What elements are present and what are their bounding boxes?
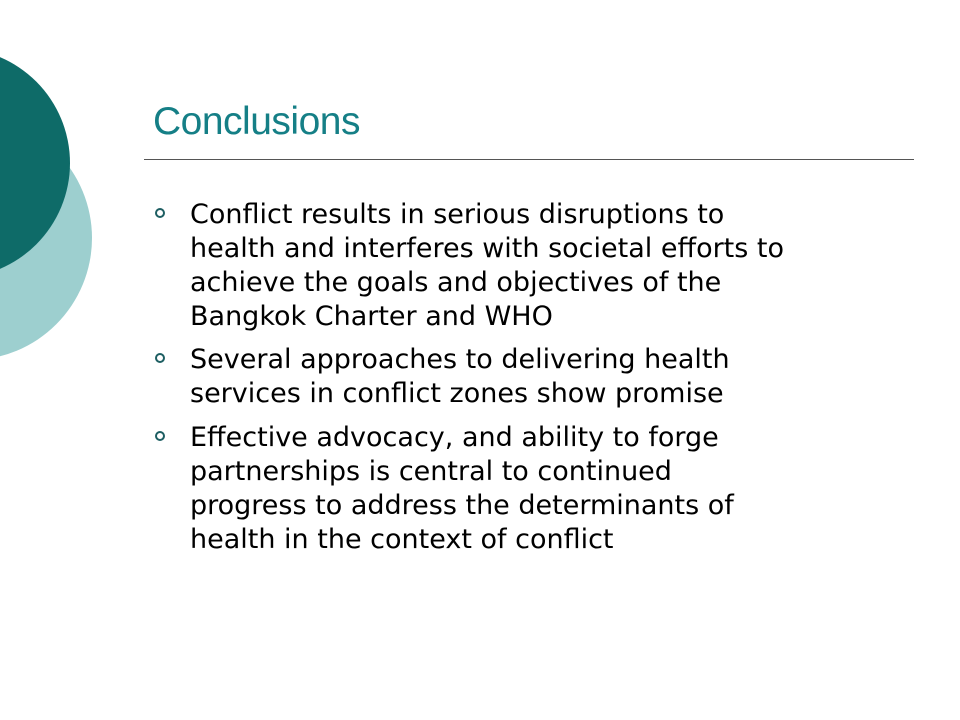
- bullet-line: Conflict results in serious disruptions to: [190, 199, 725, 230]
- bullet-line: progress to address the determinants of: [190, 490, 734, 521]
- bullet-line: achieve the goals and objectives of the: [190, 267, 722, 298]
- bullet-line: Several approaches to delivering health: [190, 344, 730, 375]
- bullet-text: [190, 198, 910, 334]
- bullet-line: partnerships is central to continued: [190, 456, 672, 487]
- hollow-circle-bullet-icon: [155, 208, 165, 218]
- bullet-line: Effective advocacy, and ability to forge: [190, 422, 719, 453]
- hollow-circle-bullet-icon: [155, 353, 165, 363]
- title-divider: [144, 159, 914, 160]
- light-teal-circle: [0, 116, 92, 360]
- bullet-line: services in conflict zones show promise: [190, 378, 724, 409]
- dark-teal-circle: [0, 48, 70, 278]
- bullet-line: health in the context of conflict: [190, 524, 614, 555]
- slide-title: Conclusions: [153, 100, 360, 143]
- bullet-text: [190, 343, 910, 411]
- bullet-line: health and interferes with societal efforts to: [190, 233, 785, 264]
- bullet-line: Bangkok Charter and WHO: [190, 301, 553, 332]
- bullet-text: [190, 421, 910, 557]
- hollow-circle-bullet-icon: [155, 431, 165, 441]
